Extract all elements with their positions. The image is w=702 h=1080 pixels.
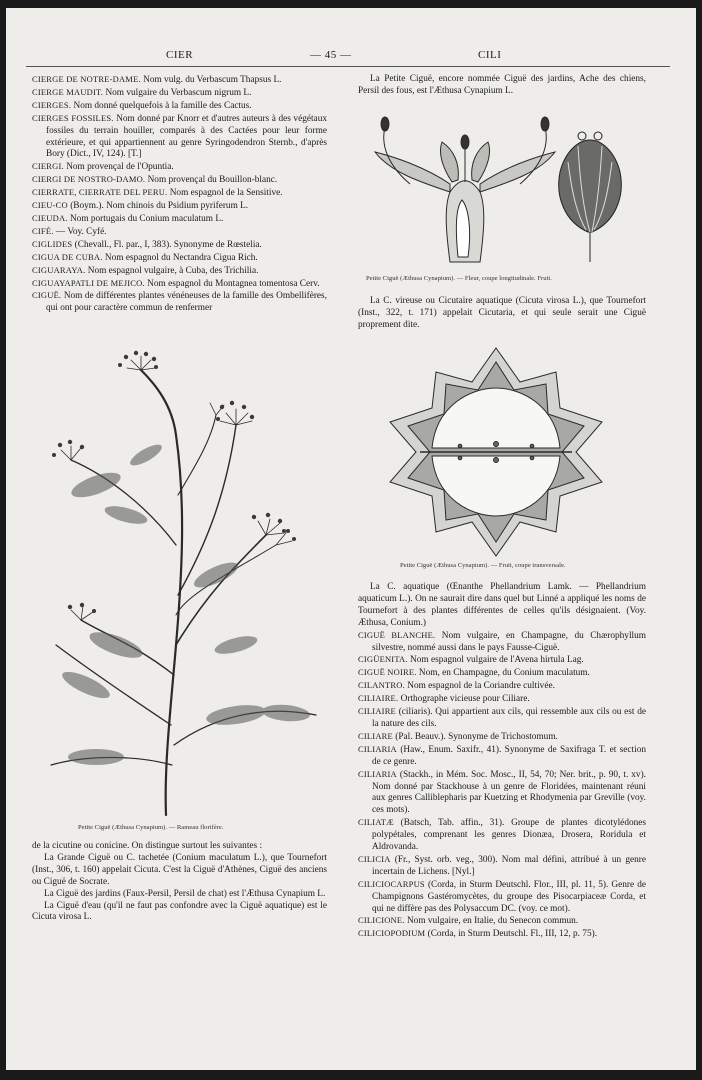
cross-section-figure-caption: Petite Ciguë (Æthusa Cynapium). — Fruit, coupe transversale.	[400, 562, 566, 569]
flower-figure-caption: Petite Ciguë (Æthusa Cynapium). — Fleur, coupe longitudinale. Fruit.	[366, 275, 552, 282]
entry-text: Nom espagnol du Nectandra Cigua Rich.	[104, 252, 258, 263]
entry-headword: CILICIA	[358, 853, 391, 864]
text-entry	[32, 113, 327, 162]
text-entry	[32, 252, 327, 265]
text-entry	[32, 187, 327, 200]
entry-text: Nom donné quelquefois à la famille des Cactus.	[73, 100, 252, 111]
entry-headword: CILIARIA	[358, 768, 397, 779]
text-entry	[358, 296, 646, 332]
entry-text: La C. vireuse ou Cicutaire aquatique (Cicuta virosa L.), que Tournefort (Inst., 322, t. 171) appelait Cicutaria, et qui seule serait une Ciguë proprement dite.	[358, 296, 646, 330]
running-head-left: CIER	[166, 49, 194, 61]
entry-headword: CIERGES FOSSILES.	[32, 112, 114, 123]
entry-headword: CIGUAYAPATLI DE MEJICO.	[32, 277, 145, 288]
entry-headword: CILIARIA	[358, 743, 397, 754]
entry-text: Nom espagnol de la Coriandre cultivée.	[407, 681, 555, 692]
text-entry	[32, 174, 327, 187]
text-entry	[358, 667, 646, 680]
fruit-cross-section-illustration	[380, 346, 612, 558]
text-entry	[358, 582, 646, 630]
page-number: — 45 —	[310, 49, 352, 61]
entry-headword: CIERGI DE NOSTRO-DAMO.	[32, 174, 146, 185]
entry-headword: CIERRATE, CIERRATE DEL PERU.	[32, 187, 168, 198]
entry-text: Nom espagnol vulgaire, à Cuba, des Trichilia.	[87, 265, 259, 276]
entry-text: Nom, en Champagne, du Conium maculatum.	[418, 668, 590, 679]
flower-fruit-illustration	[350, 112, 640, 272]
text-entry	[358, 731, 646, 744]
entry-text: Nom espagnol vulgaire de l'Avena hirtula Lag.	[410, 655, 584, 666]
entry-headword: CILIATÆ	[358, 817, 394, 828]
text-entry	[32, 213, 327, 226]
text-entry	[32, 265, 327, 278]
entry-headword: CIERGI.	[32, 161, 64, 172]
entry-headword: CIGUARAYA.	[32, 264, 86, 275]
entry-text: Nom de différentes plantes vénéneuses de la famille des Ombellifères, qui ont pour caractère commun de renfermer	[46, 291, 327, 314]
entry-text: — Voy. Cyfé.	[55, 226, 107, 237]
header-rule	[26, 66, 670, 67]
text-entry	[32, 74, 327, 87]
entry-headword: CILIAIRE.	[358, 693, 399, 704]
text-entry	[358, 680, 646, 693]
text-entry	[32, 239, 327, 252]
text-entry	[358, 693, 646, 706]
entry-text: (Batsch, Tab. affin., 31). Groupe de plantes dicotylédones polypétales, comprenant les genres Dionæa, Drosera, Roridula et Aldrovanda.	[372, 818, 647, 853]
entry-headword: CIERGE DE NOTRE-DAME.	[32, 74, 141, 84]
entry-text: Nom espagnol de la Sensitive.	[169, 188, 283, 199]
entry-text: La Ciguë des jardins (Faux-Persil, Persil de chat) est l'Æthusa Cynapium L.	[44, 888, 326, 899]
entry-headword: CILIAIRE	[358, 706, 396, 717]
entry-headword: CIGUË.	[32, 290, 62, 301]
entry-text: Nom provençal du Bouillon-blanc.	[147, 175, 278, 186]
entry-headword: CILICIOPODIUM	[358, 928, 426, 939]
text-entry	[358, 630, 646, 655]
text-entry	[32, 841, 327, 853]
text-entry	[32, 200, 327, 213]
entry-text: Nom espagnol du Montagnea tomentosa Cerv.	[147, 278, 320, 289]
entry-text: (Stackh., in Mém. Soc. Mosc., II, 54, 70; Ner. brit., p. 90, t. xv). Nom donné par Stackhouse à un genre de Floridées, maintenant réuni aux genres Calliblepharis par Kuetzing et Rhodymenia par Greville (voy. ces mots).	[372, 769, 646, 816]
entry-headword: CIEU-CO	[32, 200, 68, 211]
text-entry	[358, 74, 646, 98]
text-entry	[32, 853, 327, 889]
text-entry	[358, 706, 646, 731]
text-entry	[358, 915, 646, 928]
text-entry	[32, 889, 327, 901]
entry-headword: CIGUË NOIRE.	[358, 667, 417, 678]
entry-headword: CIGÜENITA.	[358, 654, 408, 665]
entry-text: Nom portugais du Conium maculatum L.	[69, 213, 224, 224]
plant-figure-caption: Petite Ciguë (Æthusa Cynapium). — Rameau florifère.	[78, 824, 224, 831]
entry-text: Nom provençal de l'Opuntia.	[66, 162, 174, 173]
entry-headword: CILICIOCARPUS	[358, 878, 425, 889]
entry-text: Nom vulgaire du Verbascum nigrum L.	[105, 87, 252, 98]
entry-text: (Boym.). Nom chinois du Psidium pyriferum L.	[70, 201, 249, 212]
entry-text: Orthographe vicieuse pour Ciliare.	[400, 694, 530, 705]
entry-text: (Corda, in Sturm Deutschl. Fl., III, 12, p. 75).	[427, 929, 598, 940]
entry-headword: CILANTRO.	[358, 680, 405, 691]
right-column-top-text	[358, 74, 646, 98]
entry-headword: CILICIONE.	[358, 915, 405, 926]
running-head-right: CILI	[478, 49, 502, 61]
entry-headword: CIERGE MAUDIT.	[32, 86, 104, 97]
text-entry	[358, 817, 646, 854]
entry-headword: CIERGES.	[32, 99, 72, 110]
text-entry	[358, 769, 646, 818]
entry-headword: CIFÉ.	[32, 225, 54, 236]
entry-text: Nom donné par Knorr et d'autres auteurs à des végétaux fossiles du terrain houiller, comparés à des Cactées pour leur forme extérieure, et qui appartiennent au genre Syringodendron Sternb., d'après Bory (Dict., IV, 124). [T.]	[46, 113, 327, 160]
entry-text: La Ciguë d'eau (qu'il ne faut pas confondre avec la Ciguë aquatique) est le Cicuta virosa L.	[32, 900, 327, 923]
entry-text: La Petite Ciguë, encore nommée Ciguë des jardins, Ache des chiens, Persil des fous, est l'Æthusa Cynapium L.	[358, 74, 646, 96]
entry-text: de la cicutine ou conicine. On distingue surtout les suivantes :	[32, 841, 263, 851]
text-entry	[358, 854, 646, 879]
hemlock-plant-illustration	[26, 345, 338, 823]
entry-text: La Grande Ciguë ou C. tachetée (Conium maculatum L.), que Tournefort (Inst., 306, t. 160) appelait Cicuta. C'est la Ciguë d'Athènes, Ciguë des anciens ou Ciguë de Socrate.	[32, 852, 327, 887]
right-column-mid-text	[358, 296, 646, 332]
right-column-entries	[358, 582, 646, 941]
left-column-bottom-text	[32, 841, 327, 924]
entry-headword: CIEUDA.	[32, 212, 68, 223]
text-entry	[32, 100, 327, 113]
text-entry	[358, 654, 646, 667]
entry-text: (Fr., Syst. orb. veg., 300). Nom mal défini, attribué à un genre incertain de Lichens. [Nyl.]	[372, 854, 646, 877]
entry-text: (Pal. Beauv.). Synonyme de Trichostomum.	[395, 731, 558, 742]
text-entry	[32, 278, 327, 291]
text-entry	[32, 901, 327, 925]
text-entry	[358, 744, 646, 769]
entry-text: Nom vulg. du Verbascum Thapsus L.	[143, 75, 282, 85]
text-entry	[32, 161, 327, 174]
entry-headword: CIGUË BLANCHE.	[358, 629, 436, 640]
entry-text: Nom vulgaire, en Champagne, du Chærophyllum silvestre, nommé aussi dans le pays Fausse-Ciguë.	[372, 630, 646, 653]
text-entry	[358, 879, 646, 916]
entry-text: (Chevall., Fl. par., I, 383). Synonyme de Rœstelia.	[74, 239, 262, 250]
entry-text: (ciliaris). Qui appartient aux cils, qui ressemble aux cils ou est de la nature des cils.	[372, 707, 646, 729]
entry-text: (Haw., Enum. Saxifr., 41). Synonyme de Saxifraga T. et section de ce genre.	[372, 744, 647, 767]
entry-text: Nom vulgaire, en Italie, du Senecon commun.	[406, 916, 579, 927]
entry-text: La C. aquatique (Œnanthe Phellandrium Lamk. — Phellandrium aquaticum L.). On ne saurait dire dans quel but Linné a appliqué les noms de Tournefort à des plantes différentes de celles qu'ils désignaient. (Voy. Æthusa, Conium.)	[358, 582, 646, 628]
entry-headword: CIGUA DE CUBA.	[32, 251, 103, 262]
entry-headword: CILIARE	[358, 730, 393, 741]
entry-headword: CIGLIDES	[32, 238, 73, 249]
text-entry	[32, 226, 327, 239]
text-entry	[358, 928, 646, 941]
text-entry	[32, 290, 327, 315]
text-entry	[32, 87, 327, 100]
entry-text: (Corda, in Sturm Deutschl. Flor., III, pl. 11, 5). Genre de Champignons Gastéromycètes, du groupe des Pisocarpiaceæ Corda, et qui ne diffère pas des Polysaccum DC. (voy. ce mot).	[372, 879, 646, 914]
left-column-top-entries	[32, 74, 327, 315]
